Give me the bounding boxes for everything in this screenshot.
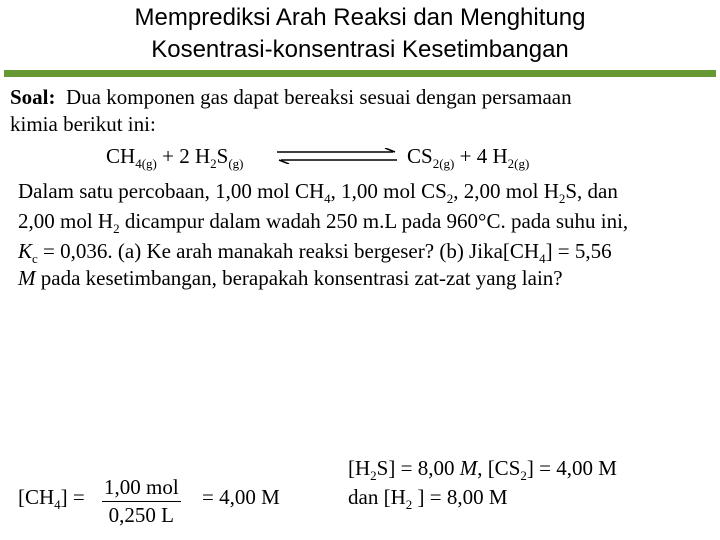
kc-symbol: K bbox=[18, 239, 33, 263]
product-h2: + 4 H bbox=[459, 144, 508, 168]
sub: 2 bbox=[405, 497, 413, 512]
answer-line-2 bbox=[348, 484, 508, 511]
text: dan [H bbox=[348, 485, 406, 509]
text: , 2,00 mol H bbox=[453, 179, 559, 203]
sub: 2 bbox=[113, 221, 120, 236]
sub: 4(g) bbox=[135, 156, 157, 171]
text: dicampur dalam wadah 250 m.L pada 960°C. pada suhu ini, bbox=[119, 209, 629, 233]
ch4-result: = 4,00 M bbox=[202, 485, 280, 509]
reactant-h2s: + 2 H bbox=[162, 144, 211, 168]
text: ] = bbox=[60, 485, 85, 509]
sub: 2 bbox=[370, 468, 377, 483]
slide-title bbox=[0, 2, 720, 66]
fraction-numerator: 1,00 mol bbox=[102, 474, 181, 502]
sub: 2(g) bbox=[507, 156, 530, 171]
fraction-denominator: 0,250 L bbox=[108, 503, 174, 527]
sub: 4 bbox=[539, 251, 546, 266]
title-line-1: Memprediksi Arah Reaksi dan Menghitung bbox=[134, 4, 586, 31]
problem-line-3 bbox=[18, 238, 612, 265]
molar-symbol: M bbox=[18, 266, 36, 290]
title-line-2: Kosentrasi-konsentrasi Kesetimbangan bbox=[151, 36, 569, 63]
problem-intro-line-1 bbox=[10, 84, 572, 111]
reactants bbox=[106, 143, 243, 170]
text: ] = 4,00 M bbox=[526, 456, 617, 480]
answer-line-1 bbox=[348, 455, 617, 482]
intro-text-1: Dua komponen gas dapat bereaksi sesuai dengan persamaan bbox=[66, 85, 572, 109]
problem-intro-line-2: kimia berikut ini: bbox=[10, 112, 156, 136]
concentration-fraction bbox=[102, 474, 181, 529]
text: Dalam satu percobaan, 1,00 mol CH bbox=[18, 179, 325, 203]
sub: 4 bbox=[54, 497, 61, 512]
text: pada kesetimbangan, berapakah konsentrasi zat-zat yang lain? bbox=[35, 266, 563, 290]
sub: 2 bbox=[446, 191, 454, 206]
sub: 2(g) bbox=[432, 156, 455, 171]
text: ] = 8,00 M bbox=[412, 485, 508, 509]
sub: c bbox=[32, 251, 38, 266]
text: , 1,00 mol CS bbox=[330, 179, 447, 203]
product-cs2: CS bbox=[407, 144, 433, 168]
problem-line-4 bbox=[18, 265, 563, 292]
sub: (g) bbox=[228, 156, 244, 171]
problem-line-2 bbox=[18, 208, 628, 235]
equilibrium-arrow-icon bbox=[275, 148, 399, 164]
products bbox=[407, 143, 529, 170]
problem-label: Soal: bbox=[10, 85, 56, 109]
sub: 2 bbox=[210, 156, 217, 171]
sub: 2 bbox=[558, 191, 566, 206]
ch4-lhs bbox=[18, 484, 85, 511]
text: = 0,036. (a) Ke arah manakah reaksi bergeser? (b) Jika[CH bbox=[37, 239, 540, 263]
text: S, dan bbox=[565, 179, 618, 203]
sub: 2 bbox=[520, 468, 527, 483]
problem-line-1 bbox=[18, 178, 618, 205]
text: 2,00 mol H bbox=[18, 209, 114, 233]
title-divider bbox=[4, 70, 716, 77]
sub: 4 bbox=[324, 191, 331, 206]
reactant-s: S bbox=[216, 144, 229, 168]
text: , [CS bbox=[477, 456, 521, 480]
reactant-ch4: CH bbox=[106, 144, 136, 168]
text: [H bbox=[348, 456, 371, 480]
text: S] = 8,00 bbox=[376, 456, 460, 480]
text: ] = 5,56 bbox=[545, 239, 612, 263]
molar-symbol: M bbox=[459, 456, 478, 480]
text: [CH bbox=[18, 485, 55, 509]
